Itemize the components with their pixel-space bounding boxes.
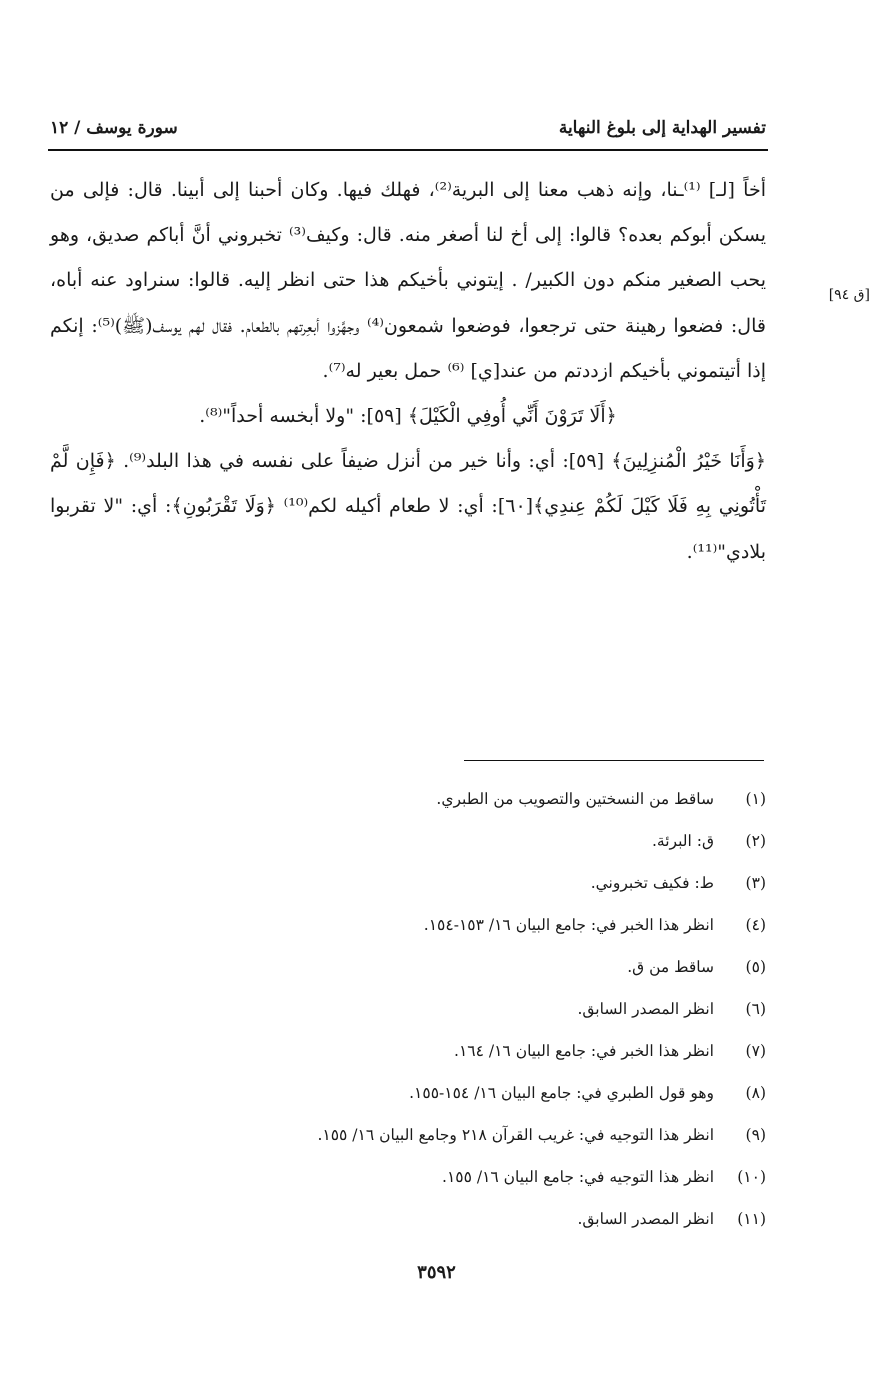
surah-label: سورة يوسف / ١٢ (50, 118, 178, 138)
footnote-item (50, 958, 766, 1000)
footnote-number: (٩) (745, 1126, 766, 1144)
book-title: تفسير الهداية إلى بلوغ النهاية (558, 118, 766, 138)
footnotes-list (50, 790, 766, 1252)
footnote-item (50, 874, 766, 916)
paragraph-3: ﴿وَأَنَا خَيْرُ الْمُنزِلِينَ﴾ [٥٩]: أي: وأنا خير من أنزل ضيفاً على نفسه في هذا البلد⁽⁹⁾. ﴿فَإِن لَّمْ تَأْتُونِي بِهِ فَلَا كَيْلَ لَكُمْ عِندِي﴾[٦٠]: أي: لا طعام أكيله لكم⁽¹⁰⁾ ﴿وَلَا تَقْرَبُونِ﴾: أي: "لا تقربوا بلادي"⁽¹¹⁾. (50, 450, 767, 563)
footnote-item (50, 916, 766, 958)
footnote-number: (١٠) (737, 1168, 766, 1186)
footnote-text: انظر المصدر السابق. (577, 1210, 714, 1228)
footnote-text: ساقط من النسختين والتصويب من الطبري. (436, 790, 714, 808)
footnote-number: (٦) (745, 1000, 766, 1018)
footnote-number: (١١) (737, 1210, 766, 1228)
header-divider (48, 149, 768, 151)
footnote-number: (٧) (745, 1042, 766, 1060)
footnote-text: انظر هذا الخبر في: جامع البيان ١٦/ ١٦٤. (454, 1042, 714, 1060)
footnote-divider (464, 760, 764, 761)
footnote-number: (٨) (745, 1084, 766, 1102)
footnote-item (50, 832, 766, 874)
footnote-item (50, 1168, 766, 1210)
footnote-number: (٥) (745, 958, 766, 976)
footnote-text: انظر هذا التوجيه في: غريب القرآن ٢١٨ وجامع البيان ١٦/ ١٥٥. (317, 1126, 714, 1144)
page-number: ٣٥٩٢ (417, 1262, 456, 1283)
footnote-item (50, 1042, 766, 1084)
running-header (50, 108, 766, 148)
footnote-text: ط: فكيف تخبروني. (590, 874, 714, 892)
paragraph-1: أخاً [لـ] ⁽¹⁾ـنا، وإنه ذهب معنا إلى البرية⁽²⁾، فهلك فيها. وكان أحبنا إلى أبينا. قال: فإلى من يسكن أبوكم بعده؟ قالوا: إلى أخ لنا أصغر منه. قال: وكيف⁽³⁾ تخبروني أنَّ أباكم صديق، وهو يحب الصغير منكم دون الكبير/ . إيتوني بأخيكم هذا حتى انظر إليه. قالوا: سنراود عنه أباه، قال: فضعوا رهينة حتى ترجعوا، فوضعوا شمعون⁽⁴⁾ وجهَّزوا أبعِرتهم بالطعام. فقال لهم يوسف(ﷺ)⁽⁵⁾: إنكم إذا أتيتموني بأخيكم ازددتم من عند[ي] ⁽⁶⁾ حمل بعير له⁽⁷⁾. (50, 179, 766, 382)
footnote-text: ساقط من ق. (627, 958, 714, 976)
footnote-item (50, 1084, 766, 1126)
footnote-text: انظر المصدر السابق. (577, 1000, 714, 1018)
main-text (50, 168, 766, 575)
footnote-number: (٤) (745, 916, 766, 934)
footnote-text: انظر هذا التوجيه في: جامع البيان ١٦/ ١٥٥. (442, 1168, 714, 1186)
footnote-item (50, 790, 766, 832)
footnote-text: انظر هذا الخبر في: جامع البيان ١٦/ ١٥٣-١٥٤. (423, 916, 714, 934)
footnote-number: (١) (745, 790, 766, 808)
paragraph-2: ﴿أَلَا تَرَوْنَ أَنِّي أُوفِي الْكَيْلَ﴾ [٥٩]: "ولا أبخسه أحداً"⁽⁸⁾. (199, 405, 617, 428)
footnote-number: (٣) (745, 874, 766, 892)
footnote-item (50, 1126, 766, 1168)
footnote-item (50, 1000, 766, 1042)
footnote-text: وهو قول الطبري في: جامع البيان ١٦/ ١٥٤-١٥٥. (409, 1084, 714, 1102)
footnote-item (50, 1210, 766, 1252)
footnote-text: ق: البرئة. (652, 832, 714, 850)
manuscript-margin-note: [ق ٩٤] (828, 287, 870, 303)
footnote-number: (٢) (745, 832, 766, 850)
